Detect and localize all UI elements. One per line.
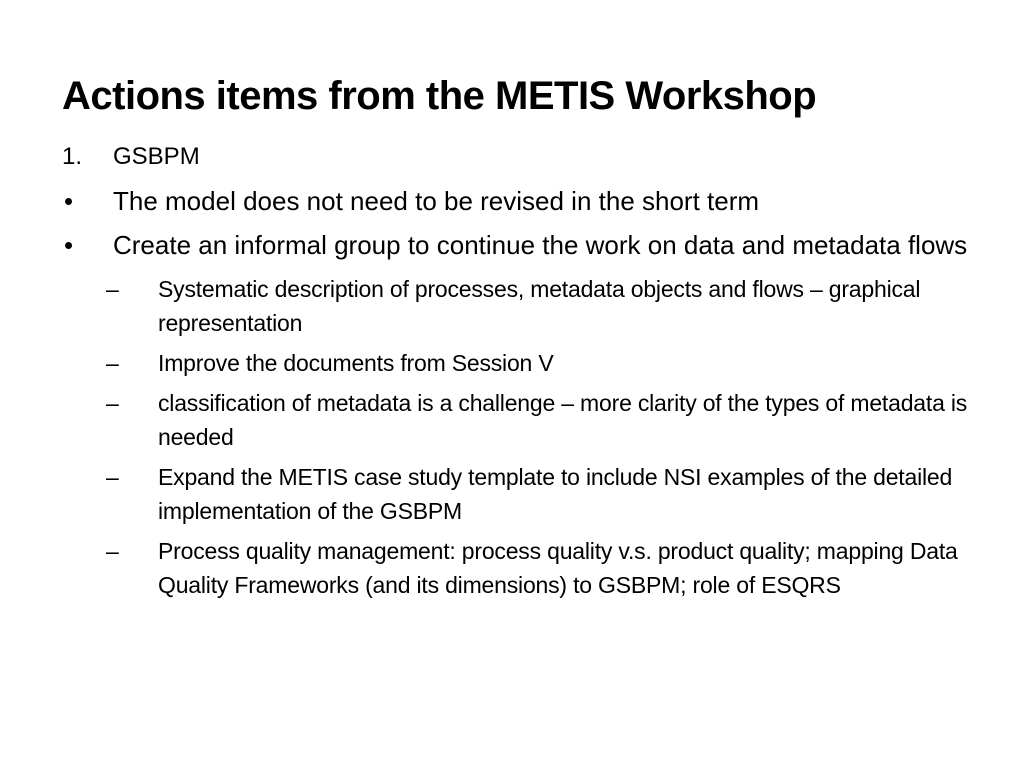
slide-content: [62, 138, 982, 602]
sub-bullet-text: Process quality management: process quality v.s. product quality; mapping Data Quality Frameworks (and its dimensions) to GSBPM; role of ESQRS: [158, 538, 958, 598]
numbered-item-text: GSBPM: [113, 143, 200, 170]
dash-marker: –: [106, 464, 119, 490]
dash-marker: –: [106, 276, 119, 302]
bullet-text: The model does not need to be revised in the short term: [113, 186, 760, 216]
sub-bullet-item: [62, 272, 982, 340]
bullet-item: [62, 182, 982, 220]
slide-title: Actions items from the METIS Workshop: [62, 74, 817, 118]
bullet-item: [62, 226, 982, 264]
bullet-text: Create an informal group to continue the work on data and metadata flows: [113, 230, 968, 260]
sub-bullet-item: [62, 346, 982, 380]
numbered-item: [62, 138, 982, 176]
sub-bullet-text: Systematic description of processes, metadata objects and flows – graphical representation: [158, 276, 921, 336]
sub-bullet-text: classification of metadata is a challenge – more clarity of the types of metadata is needed: [158, 390, 968, 450]
bullet-marker: •: [64, 186, 74, 216]
dash-marker: –: [106, 390, 119, 416]
bullet-marker: •: [64, 230, 74, 260]
dash-marker: –: [106, 350, 119, 376]
sub-bullet-item: [62, 534, 982, 602]
sub-bullet-item: [62, 460, 982, 528]
sub-bullet-item: [62, 386, 982, 454]
sub-bullet-text: Expand the METIS case study template to include NSI examples of the detailed implementation of the GSBPM: [158, 464, 953, 524]
sub-bullet-text: Improve the documents from Session V: [158, 350, 554, 376]
dash-marker: –: [106, 538, 119, 564]
number-marker: 1.: [62, 143, 83, 170]
